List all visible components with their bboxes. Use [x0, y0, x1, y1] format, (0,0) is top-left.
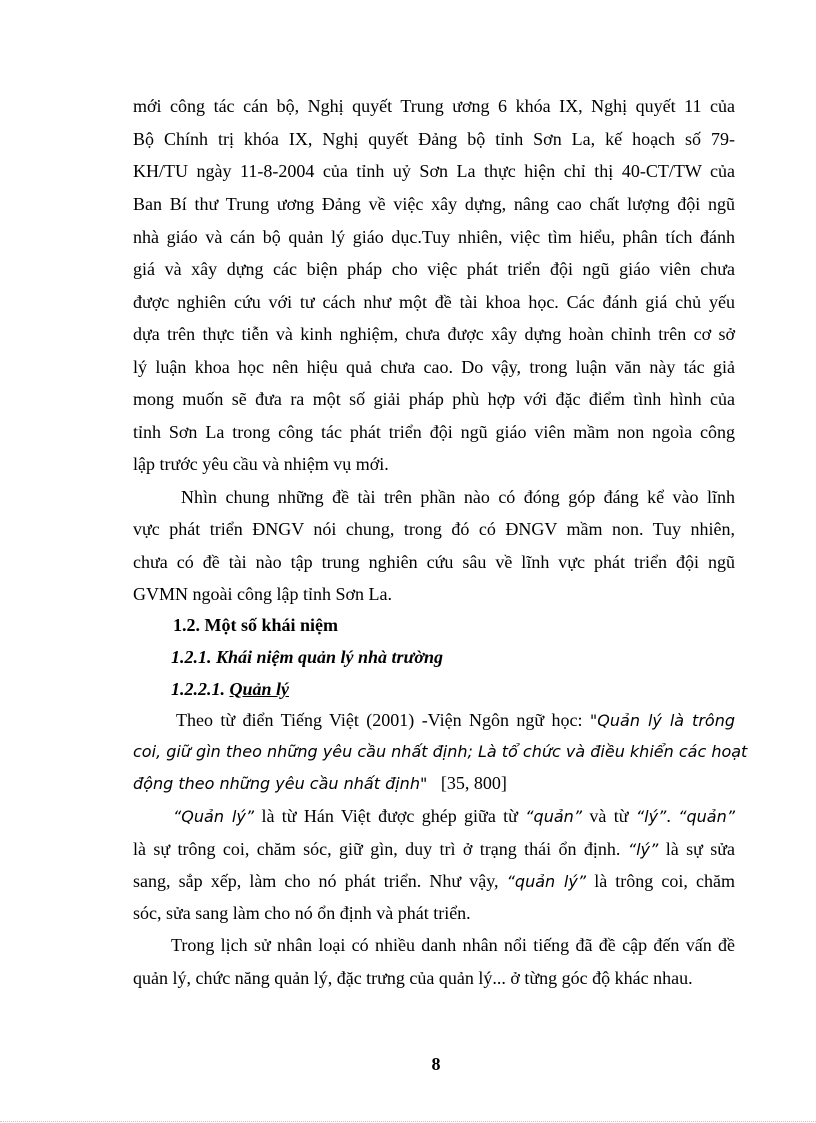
text-span: là từ Hán Việt được ghép giữa từ — [254, 806, 526, 826]
body-text-line: được nghiên cứu với tư cách như một đề tài khoa học. Các đánh giá chủ yếu — [133, 292, 735, 312]
quote-text: động theo những yêu cầu nhất định" — [133, 774, 428, 793]
body-text-line: mong muốn sẽ đưa ra một số giải pháp phù hợp với đặc điểm tình hình của — [133, 389, 735, 409]
text-span: . — [666, 806, 679, 826]
term-quote: “quản” — [525, 807, 583, 826]
citation: [35, 800] — [440, 773, 507, 793]
body-text-line: quản lý, chức năng quản lý, đặc trưng của quản lý... ở từng góc độ khác nhau. — [133, 968, 693, 988]
section-heading: 1.2. Một số khái niệm — [173, 615, 339, 635]
quote-line — [176, 708, 735, 733]
term-quote: “Quản lý” — [173, 807, 255, 826]
body-text-line: Ban Bí thư Trung ương Đảng về việc xây dựng, nâng cao chất lượng đội ngũ — [133, 194, 735, 214]
term-quote: “lý” — [635, 807, 667, 826]
quote-line: coi, giữ gìn theo những yêu cầu nhất định; Là tổ chức và điều khiển các hoạt — [133, 742, 748, 761]
body-text-line: nhà giáo và cán bộ quản lý giáo dục.Tuy nhiên, việc tìm hiểu, phân tích đánh — [133, 227, 735, 247]
quote-line — [133, 771, 735, 796]
body-text-line: chưa có đề tài nào tập trung nghiên cứu sâu về lĩnh vực phát triển đội ngũ — [133, 552, 735, 572]
body-text-line: tỉnh Sơn La trong công tác phát triển đội ngũ giáo viên mầm non ngoìa công — [133, 422, 735, 442]
definition-line — [133, 837, 735, 862]
body-text-line: lý luận khoa học nên hiệu quả chưa cao. Do vậy, trong luận văn này tác giả — [133, 357, 735, 377]
body-text-line: mới công tác cán bộ, Nghị quyết Trung ương 6 khóa IX, Nghị quyết 11 của — [133, 96, 735, 116]
subsubsection-heading — [171, 677, 289, 701]
text-span: là trông coi, chăm — [586, 871, 735, 891]
subsubsection-number: 1.2.2.1. — [171, 679, 225, 699]
body-text-line: lập trước yêu cầu và nhiệm vụ mới. — [133, 454, 389, 474]
text-span: là sự trông coi, chăm sóc, giữ gìn, duy trì ở trạng thái ổn định. — [133, 839, 628, 859]
subsubsection-title: Quản lý — [229, 679, 290, 699]
text-span: và từ — [582, 806, 636, 826]
body-text-line: GVMN ngoài công lập tỉnh Sơn La. — [133, 584, 392, 604]
subsection-heading: 1.2.1. Khái niệm quản lý nhà trường — [171, 647, 444, 667]
body-text-line: Trong lịch sử nhân loại có nhiều danh nhân nổi tiếng đã đề cập đến vấn đề — [171, 935, 735, 955]
body-text-line: giá và xây dựng các biện pháp cho việc phát triển đội ngũ giáo viên chưa — [133, 259, 735, 279]
text-span: là sự sửa — [658, 839, 735, 859]
body-text-line: Nhìn chung những đề tài trên phần nào có đóng góp đáng kể vào lĩnh — [181, 487, 735, 507]
definition-line: sóc, sửa sang làm cho nó ổn định và phát triển. — [133, 903, 471, 923]
body-text-line: vực phát triển ĐNGV nói chung, trong đó có ĐNGV mầm non. Tuy nhiên, — [133, 519, 735, 539]
definition-line — [133, 869, 735, 894]
body-text-line: Bộ Chính trị khóa IX, Nghị quyết Đảng bộ tỉnh Sơn La, kế hoạch số 79- — [133, 129, 735, 149]
term-quote: “quản lý” — [506, 872, 587, 891]
page-bottom-divider — [0, 1121, 816, 1122]
term-quote: “lý” — [627, 840, 659, 859]
body-text-line: dựa trên thực tiễn và kinh nghiệm, chưa được xây dựng hoàn chỉnh trên cơ sở — [133, 324, 735, 344]
term-quote: “quản” — [678, 807, 736, 826]
quote-text: "Quản lý là trông — [589, 711, 735, 730]
text-span: sang, sắp xếp, làm cho nó phát triển. Như vậy, — [133, 871, 507, 891]
body-text-line: KH/TU ngày 11-8-2004 của tỉnh uỷ Sơn La thực hiện chỉ thị 40-CT/TW của — [133, 161, 735, 181]
page-number: 8 — [431, 1054, 441, 1074]
definition-line — [173, 804, 735, 829]
quote-intro: Theo từ điển Tiếng Việt (2001) -Viện Ngôn ngữ học: — [176, 710, 590, 730]
